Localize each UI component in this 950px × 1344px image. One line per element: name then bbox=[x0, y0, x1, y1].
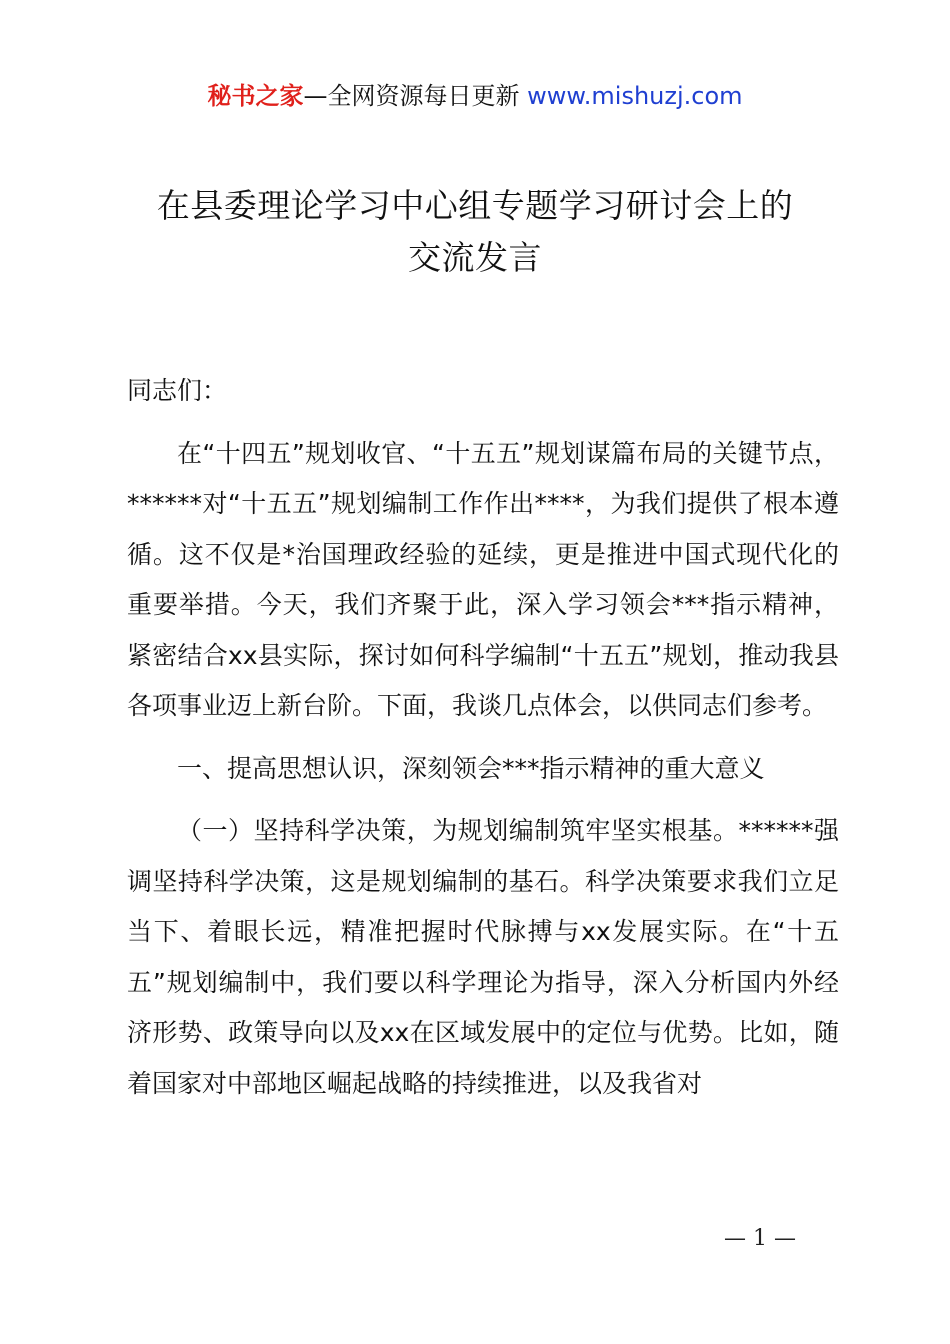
site-tagline: —全网资源每日更新 bbox=[303, 82, 520, 110]
site-header bbox=[0, 80, 950, 112]
salutation: 同志们： bbox=[127, 376, 228, 405]
document-title-line-2: 交流发言 bbox=[408, 238, 542, 277]
document-body bbox=[127, 366, 839, 1109]
page-number: — 1 — bbox=[724, 1226, 796, 1251]
site-name: 秘书之家 bbox=[207, 82, 304, 110]
document-title-line-1: 在县委理论学习中心组专题学习研讨会上的 bbox=[156, 186, 794, 225]
paragraph-intro: 在“十四五”规划收官、“十五五”规划谋篇布局的关键节点，******对“十五五”规划编制工作作出****，为我们提供了根本遵循。这不仅是*治国理政经验的延续，更是推进中国式现代化的重要举措。今天，我们齐聚于此，深入学习领会***指示精神，紧密结合xx县实际，探讨如何科学编制“十五五”规划，推动我县各项事业迈上新台阶。下面，我谈几点体会，以供同志们参考。 bbox=[127, 438, 839, 720]
site-url-link[interactable]: www.mishuzj.com bbox=[527, 82, 743, 110]
section-heading-1: 一、提高思想认识，深刻领会***指示精神的重大意义 bbox=[177, 753, 765, 783]
paragraph-subsection-1: （一）坚持科学决策，为规划编制筑牢坚实根基。******强调坚持科学决策，这是规划编制的基石。科学决策要求我们立足当下、着眼长远，精准把握时代脉搏与xx发展实际。在“十五五”规划编制中，我们要以科学理论为指导，深入分析国内外经济形势、政策导向以及xx在区域发展中的定位与优势。比如，随着国家对中部地区崛起战略的持续推进，以及我省对 bbox=[127, 816, 839, 1098]
document-title bbox=[60, 180, 890, 284]
